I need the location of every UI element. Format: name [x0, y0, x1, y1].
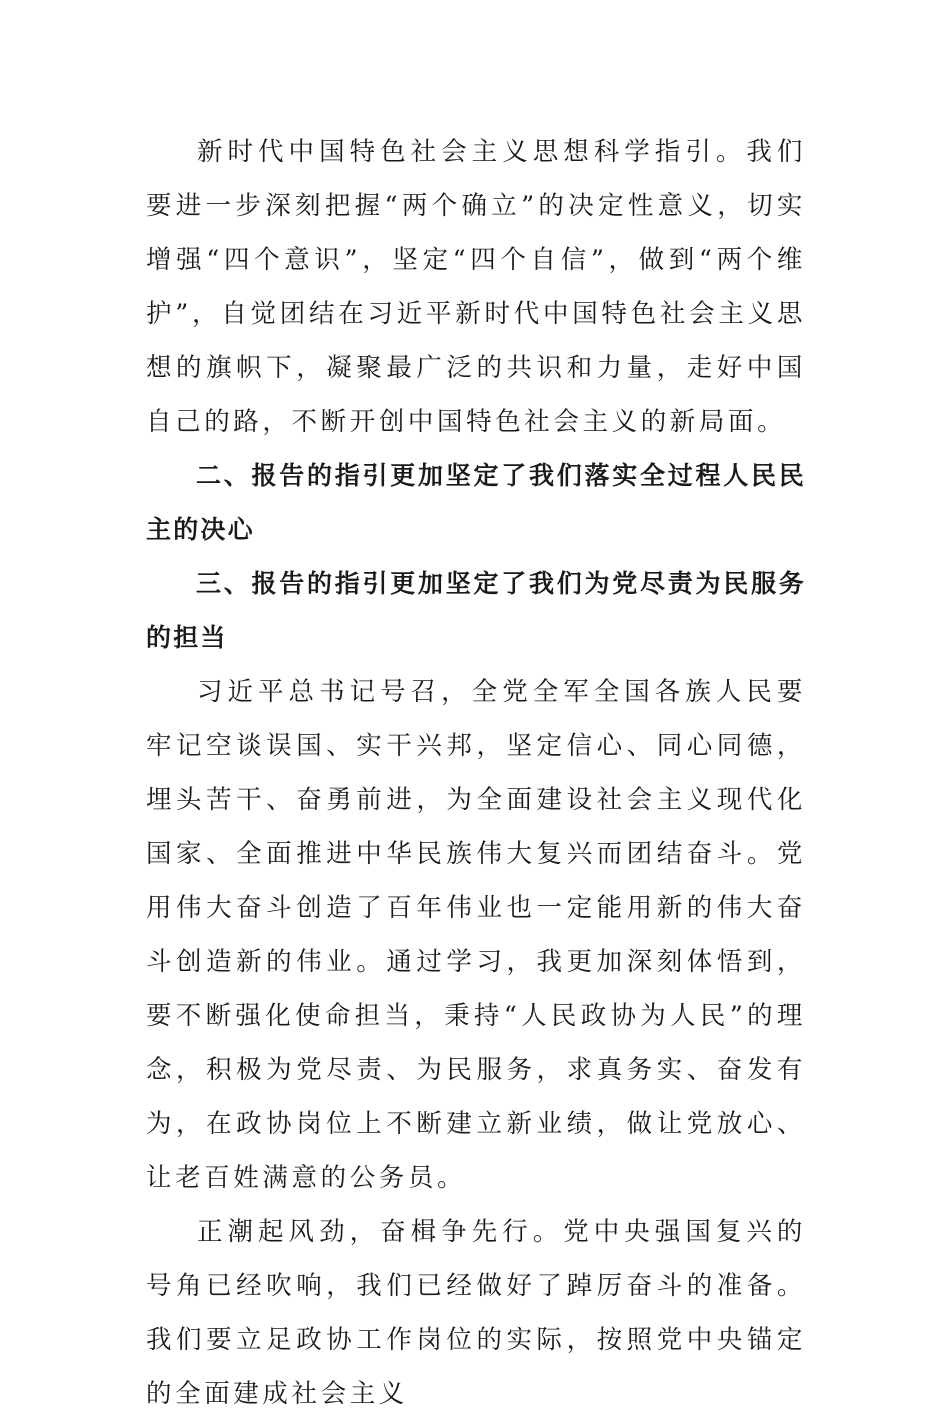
document-page: [146, 125, 806, 1421]
section-heading: 三、报告的指引更加坚定了我们为党尽责为民服务的担当: [146, 569, 806, 652]
body-paragraph: 新时代中国特色社会主义思想科学指引。我们要进一步深刻把握“两个确立”的决定性意义，切实增强“四个意识”，坚定“四个自信”，做到“两个维护”，自觉团结在习近平新时代中国特色社会主义思想的旗帜下，凝聚最广泛的共识和力量，走好中国自己的路，不断开创中国特色社会主义的新局面。: [146, 137, 806, 437]
section-heading: 二、报告的指引更加坚定了我们落实全过程人民民主的决心: [146, 461, 806, 544]
body-paragraph: 习近平总书记号召，全党全军全国各族人民要牢记空谈误国、实干兴邦，坚定信心、同心同德，埋头苦干、奋勇前进，为全面建设社会主义现代化国家、全面推进中华民族伟大复兴而团结奋斗。党用伟大奋斗创造了百年伟业也一定能用新的伟大奋斗创造新的伟业。通过学习，我更加深刻体悟到，要不断强化使命担当，秉持“人民政协为人民”的理念，积极为党尽责、为民服务，求真务实、奋发有为，在政协岗位上不断建立新业绩，做让党放心、让老百姓满意的公务员。: [146, 677, 806, 1193]
body-paragraph: 正潮起风劲，奋楫争先行。党中央强国复兴的号角已经吹响，我们已经做好了踔厉奋斗的准备。我们要立足政协工作岗位的实际，按照党中央锚定的全面建成社会主义: [146, 1217, 806, 1409]
